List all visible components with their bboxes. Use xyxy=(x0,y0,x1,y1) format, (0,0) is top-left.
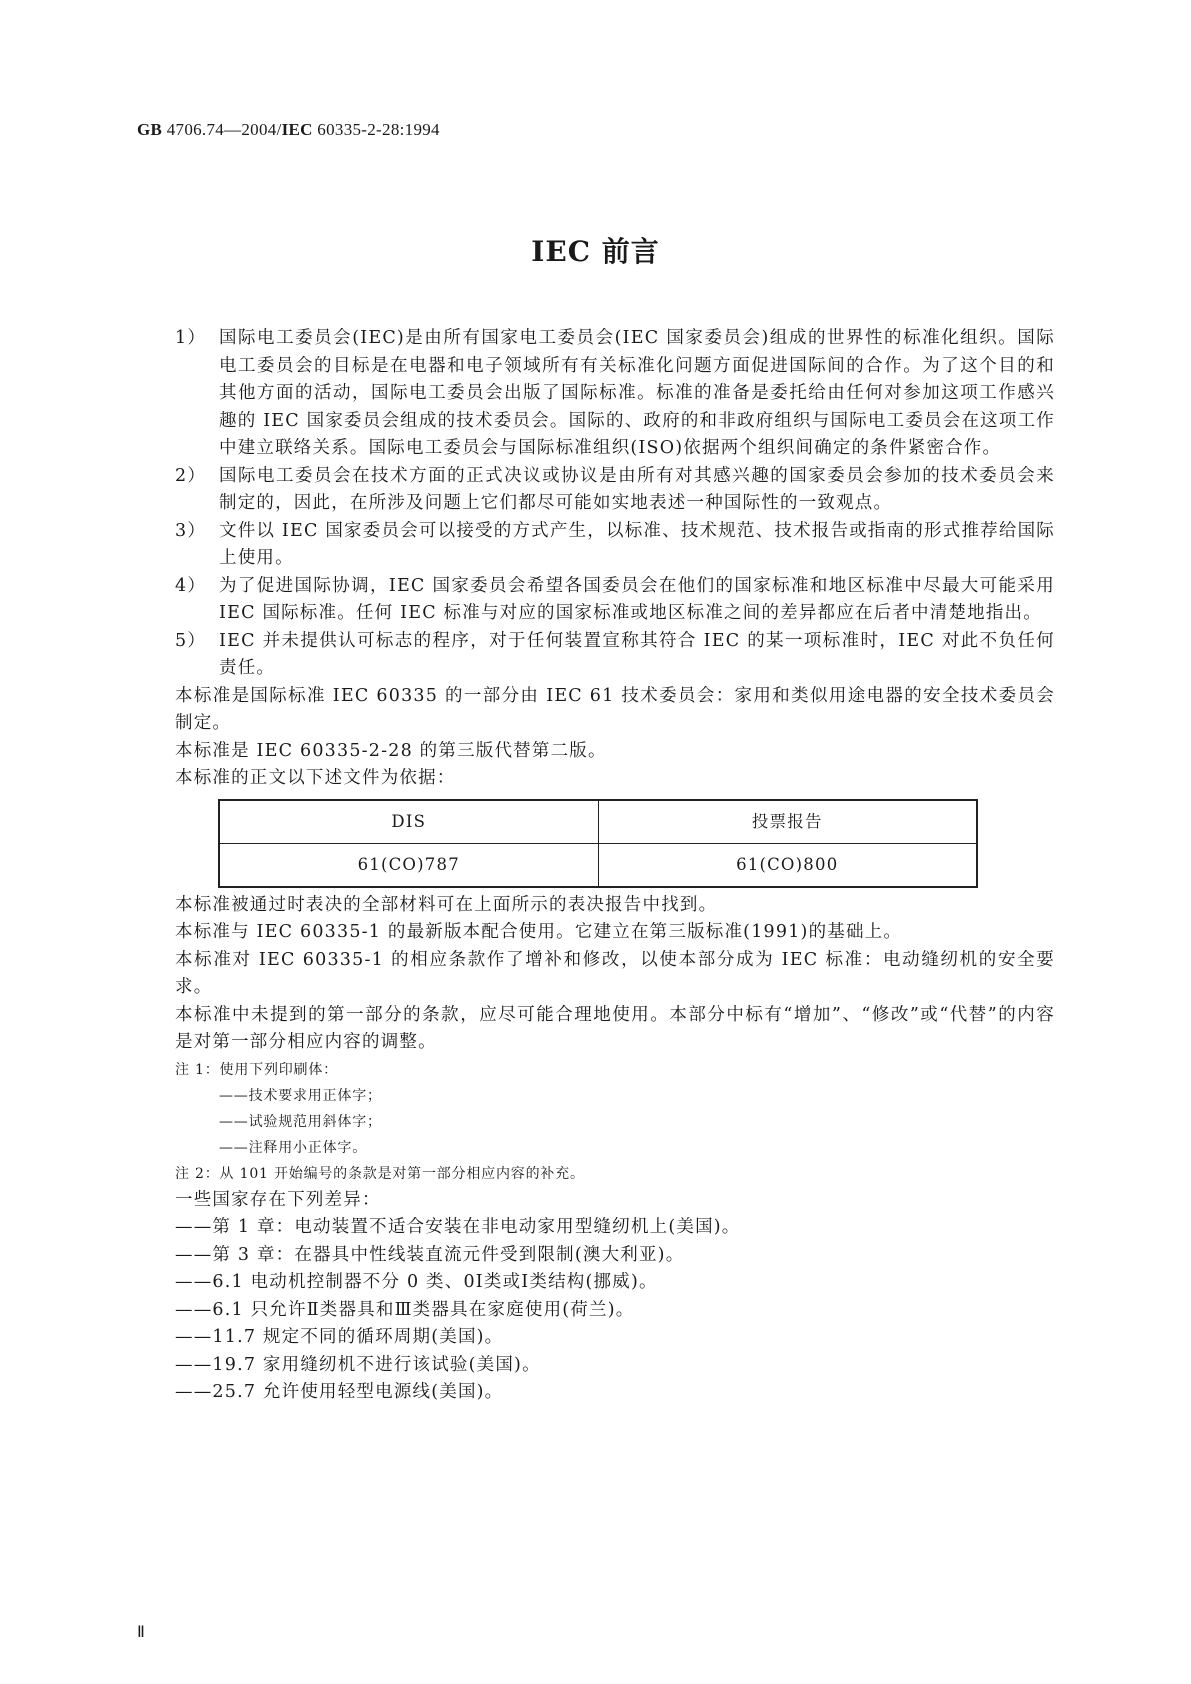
paragraph: 本标准对 IEC 60335-1 的相应条款作了增补和修改，以使本部分成为 IEC 标准：电动缝纫机的安全要求。 xyxy=(175,949,1055,997)
item-number: 3） xyxy=(175,520,207,541)
note-1-item: ——注释用小正体字。 xyxy=(219,1139,367,1156)
document-basis-table xyxy=(218,799,978,888)
header-gb: GB xyxy=(137,120,163,139)
difference-item: ——6.1 只允许Ⅱ类器具和Ⅲ类器具在家庭使用(荷兰)。 xyxy=(175,1299,635,1320)
page-content xyxy=(175,325,1055,1407)
paragraph: 本标准被通过时表决的全部材料可在上面所示的表决报告中找到。 xyxy=(175,894,718,915)
note-2: 注 2：从 101 开始编号的条款是对第一部分相应内容的补充。 xyxy=(175,1165,585,1182)
difference-item: ——11.7 规定不同的循环周期(美国)。 xyxy=(175,1327,504,1347)
item-number: 4） xyxy=(175,575,207,596)
table-cell: 61(CO)787 xyxy=(219,843,598,887)
paragraph: 本标准是国际标准 IEC 60335 的一部分由 IEC 61 技术委员会：家用和类似用途电器的安全技术委员会制定。 xyxy=(175,685,1055,733)
paragraph: 本标准中未提到的第一部分的条款，应尽可能合理地使用。本部分中标有“增加”、“修改”或“代替”的内容是对第一部分相应内容的调整。 xyxy=(175,1004,1055,1052)
item-text: 国际电工委员会(IEC)是由所有国家电工委员会(IEC 国家委员会)组成的世界性的标准化组织。国际电工委员会的目标是在电器和电子领域所有有关标准化问题方面促进国际间的合作。为了这个目的和其他方面的活动，国际电工委员会出版了国际标准。标准的准备是委托给由任何对参加这项工作感兴趣的 IEC 国家委员会组成的技术委员会。国际的、政府的和非政府组织与国际电工委员会在这项工作中建立联络关系。国际电工委员会与国际标准组织(ISO)依据两个组织间确定的条件紧密合作。 xyxy=(219,328,1055,458)
table-cell: 61(CO)800 xyxy=(598,843,977,887)
table-header-row xyxy=(219,800,977,844)
difference-item: ——第 1 章：电动装置不适合安装在非电动家用型缝纫机上(美国)。 xyxy=(175,1217,741,1237)
note-1-item: ——技术要求用正体字； xyxy=(219,1087,382,1104)
header-code: 4706.74—2004/ xyxy=(162,120,282,139)
list-item xyxy=(175,325,1055,463)
list-item xyxy=(175,573,1055,628)
item-text: 国际电工委员会在技术方面的正式决议或协议是由所有对其感兴趣的国家委员会参加的技术委员会来制定的，因此，在所涉及问题上它们都尽可能如实地表述一种国际性的一致观点。 xyxy=(219,465,1055,513)
paragraph: 本标准与 IEC 60335-1 的最新版本配合使用。它建立在第三版标准(1991)的基础上。 xyxy=(175,922,903,942)
difference-item: ——6.1 电动机控制器不分 0 类、0Ⅰ类或Ⅰ类结构(挪威)。 xyxy=(175,1272,658,1292)
note-1-label: 注 1：使用下列印刷体： xyxy=(175,1061,338,1078)
list-item xyxy=(175,628,1055,683)
difference-item: ——19.7 家用缝纫机不进行该试验(美国)。 xyxy=(175,1354,541,1375)
table-header-cell: DIS xyxy=(219,800,598,844)
difference-item: ——第 3 章：在器具中性线装直流元件受到限制(澳大利亚)。 xyxy=(175,1244,685,1265)
item-number: 2） xyxy=(175,465,207,486)
paragraph: 本标准的正文以下述文件为依据： xyxy=(175,768,456,788)
table-row xyxy=(219,843,977,887)
item-text: 为了促进国际协调，IEC 国家委员会希望各国委员会在他们的国家标准和地区标准中尽最大可能采用 IEC 国际标准。任何 IEC 标准与对应的国家标准或地区标准之间的差异都应在后者中清楚地指出。 xyxy=(219,575,1055,623)
differences-intro: 一些国家存在下列差异： xyxy=(175,1189,381,1210)
item-text: IEC 并未提供认可标志的程序，对于任何装置宣称其符合 IEC 的某一项标准时，IEC 对此不负任何责任。 xyxy=(219,630,1055,678)
header-iec: IEC xyxy=(281,120,313,139)
paragraph: 本标准是 IEC 60335-2-28 的第三版代替第二版。 xyxy=(175,740,607,761)
page-number: Ⅱ xyxy=(137,1624,145,1641)
item-number: 5） xyxy=(175,630,207,651)
item-number: 1） xyxy=(175,328,207,348)
item-text: 文件以 IEC 国家委员会可以接受的方式产生，以标准、技术规范、技术报告或指南的形式推荐给国际上使用。 xyxy=(219,520,1055,568)
table-header-cell: 投票报告 xyxy=(598,800,977,844)
note-1-item: ——试验规范用斜体字； xyxy=(219,1113,382,1130)
difference-item: ——25.7 允许使用轻型电源线(美国)。 xyxy=(175,1382,504,1402)
page-title: IEC 前言 xyxy=(531,235,660,268)
list-item xyxy=(175,518,1055,573)
header-iec-code: 60335-2-28:1994 xyxy=(312,120,440,139)
document-header xyxy=(137,120,440,140)
list-item xyxy=(175,463,1055,518)
